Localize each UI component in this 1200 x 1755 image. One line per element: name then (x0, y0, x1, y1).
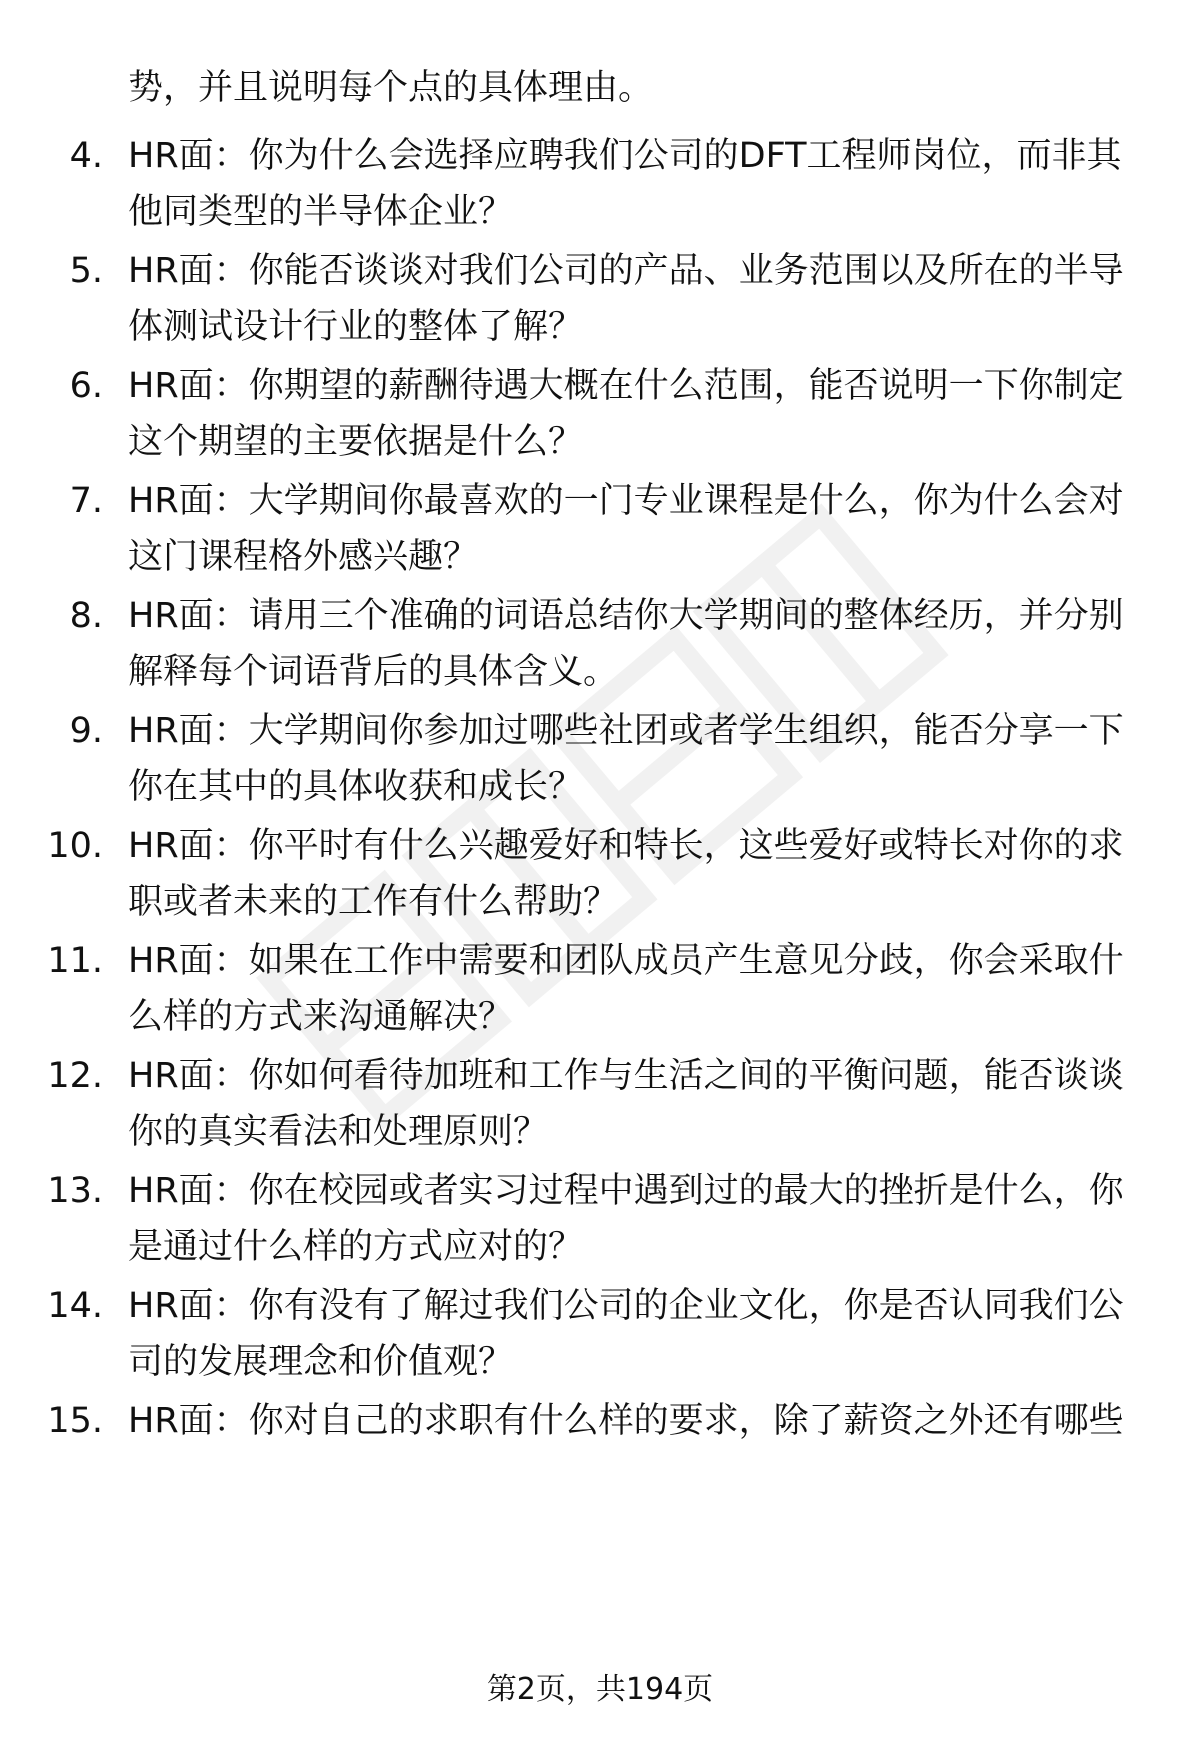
question-number: 14. (47, 1286, 103, 1326)
question-text-line: 体测试设计行业的整体了解？ (128, 307, 584, 347)
page-number-footer: 第2页，共194页 (486, 1672, 714, 1707)
question-number: 6. (69, 366, 103, 406)
question-item (0, 358, 1200, 470)
question-text-line: HR面：你如何看待加班和工作与生活之间的平衡问题，能否谈谈 (128, 1056, 1124, 1096)
question-text-line: HR面：你为什么会选择应聘我们公司的DFT工程师岗位，而非其 (128, 136, 1122, 176)
question-text-line: 解释每个词语背后的具体含义。 (128, 652, 619, 692)
question-item (0, 473, 1200, 585)
question-text-line: 是通过什么样的方式应对的？ (128, 1227, 584, 1267)
question-item (0, 128, 1200, 240)
question-text-line: 你的真实看法和处理原则？ (128, 1112, 549, 1152)
question-text-line: 这门课程格外感兴趣？ (128, 537, 479, 577)
question-number: 7. (69, 481, 103, 521)
question-text-line: 职或者未来的工作有什么帮助？ (128, 882, 619, 922)
question-number: 4. (69, 136, 103, 176)
question-number: 15. (47, 1401, 103, 1441)
question-item (0, 1048, 1200, 1160)
question-text-line: HR面：你对自己的求职有什么样的要求，除了薪资之外还有哪些 (128, 1401, 1124, 1441)
question-number: 9. (69, 711, 103, 751)
question-text-line: 你在其中的具体收获和成长？ (128, 767, 584, 807)
question-text-line: 他同类型的半导体企业？ (128, 192, 514, 232)
question-text-line: HR面：你在校园或者实习过程中遇到过的最大的挫折是什么，你 (128, 1171, 1124, 1211)
continuation-text: 势，并且说明每个点的具体理由。 (128, 68, 654, 108)
question-text-line: 么样的方式来沟通解决？ (128, 997, 514, 1037)
question-item (0, 933, 1200, 1045)
question-text-line: HR面：大学期间你最喜欢的一门专业课程是什么，你为什么会对 (128, 481, 1124, 521)
question-text-line: HR面：你有没有了解过我们公司的企业文化，你是否认同我们公 (128, 1286, 1124, 1326)
question-number: 5. (69, 251, 103, 291)
question-number: 8. (69, 596, 103, 636)
question-text-line: HR面：你期望的薪酬待遇大概在什么范围，能否说明一下你制定 (128, 366, 1124, 406)
question-item (0, 1393, 1200, 1505)
question-text-line: HR面：请用三个准确的词语总结你大学期间的整体经历，并分别 (128, 596, 1124, 636)
question-text-line: 司的发展理念和价值观？ (128, 1342, 514, 1382)
question-text-line: HR面：大学期间你参加过哪些社团或者学生组织，能否分享一下 (128, 711, 1124, 751)
question-text-line: HR面：你平时有什么兴趣爱好和特长，这些爱好或特长对你的求 (128, 826, 1124, 866)
question-text-line: HR面：你能否谈谈对我们公司的产品、业务范围以及所在的半导 (128, 251, 1124, 291)
question-item (0, 818, 1200, 930)
question-text-line: HR面：如果在工作中需要和团队成员产生意见分歧，你会采取什 (128, 941, 1124, 981)
question-item (0, 1278, 1200, 1390)
question-item (0, 1163, 1200, 1275)
question-item (0, 703, 1200, 815)
question-number: 10. (47, 826, 103, 866)
question-number: 13. (47, 1171, 103, 1211)
question-text-line: 这个期望的主要依据是什么？ (128, 422, 584, 462)
question-item (0, 243, 1200, 355)
question-number: 12. (47, 1056, 103, 1096)
question-item (0, 588, 1200, 700)
question-number: 11. (47, 941, 103, 981)
